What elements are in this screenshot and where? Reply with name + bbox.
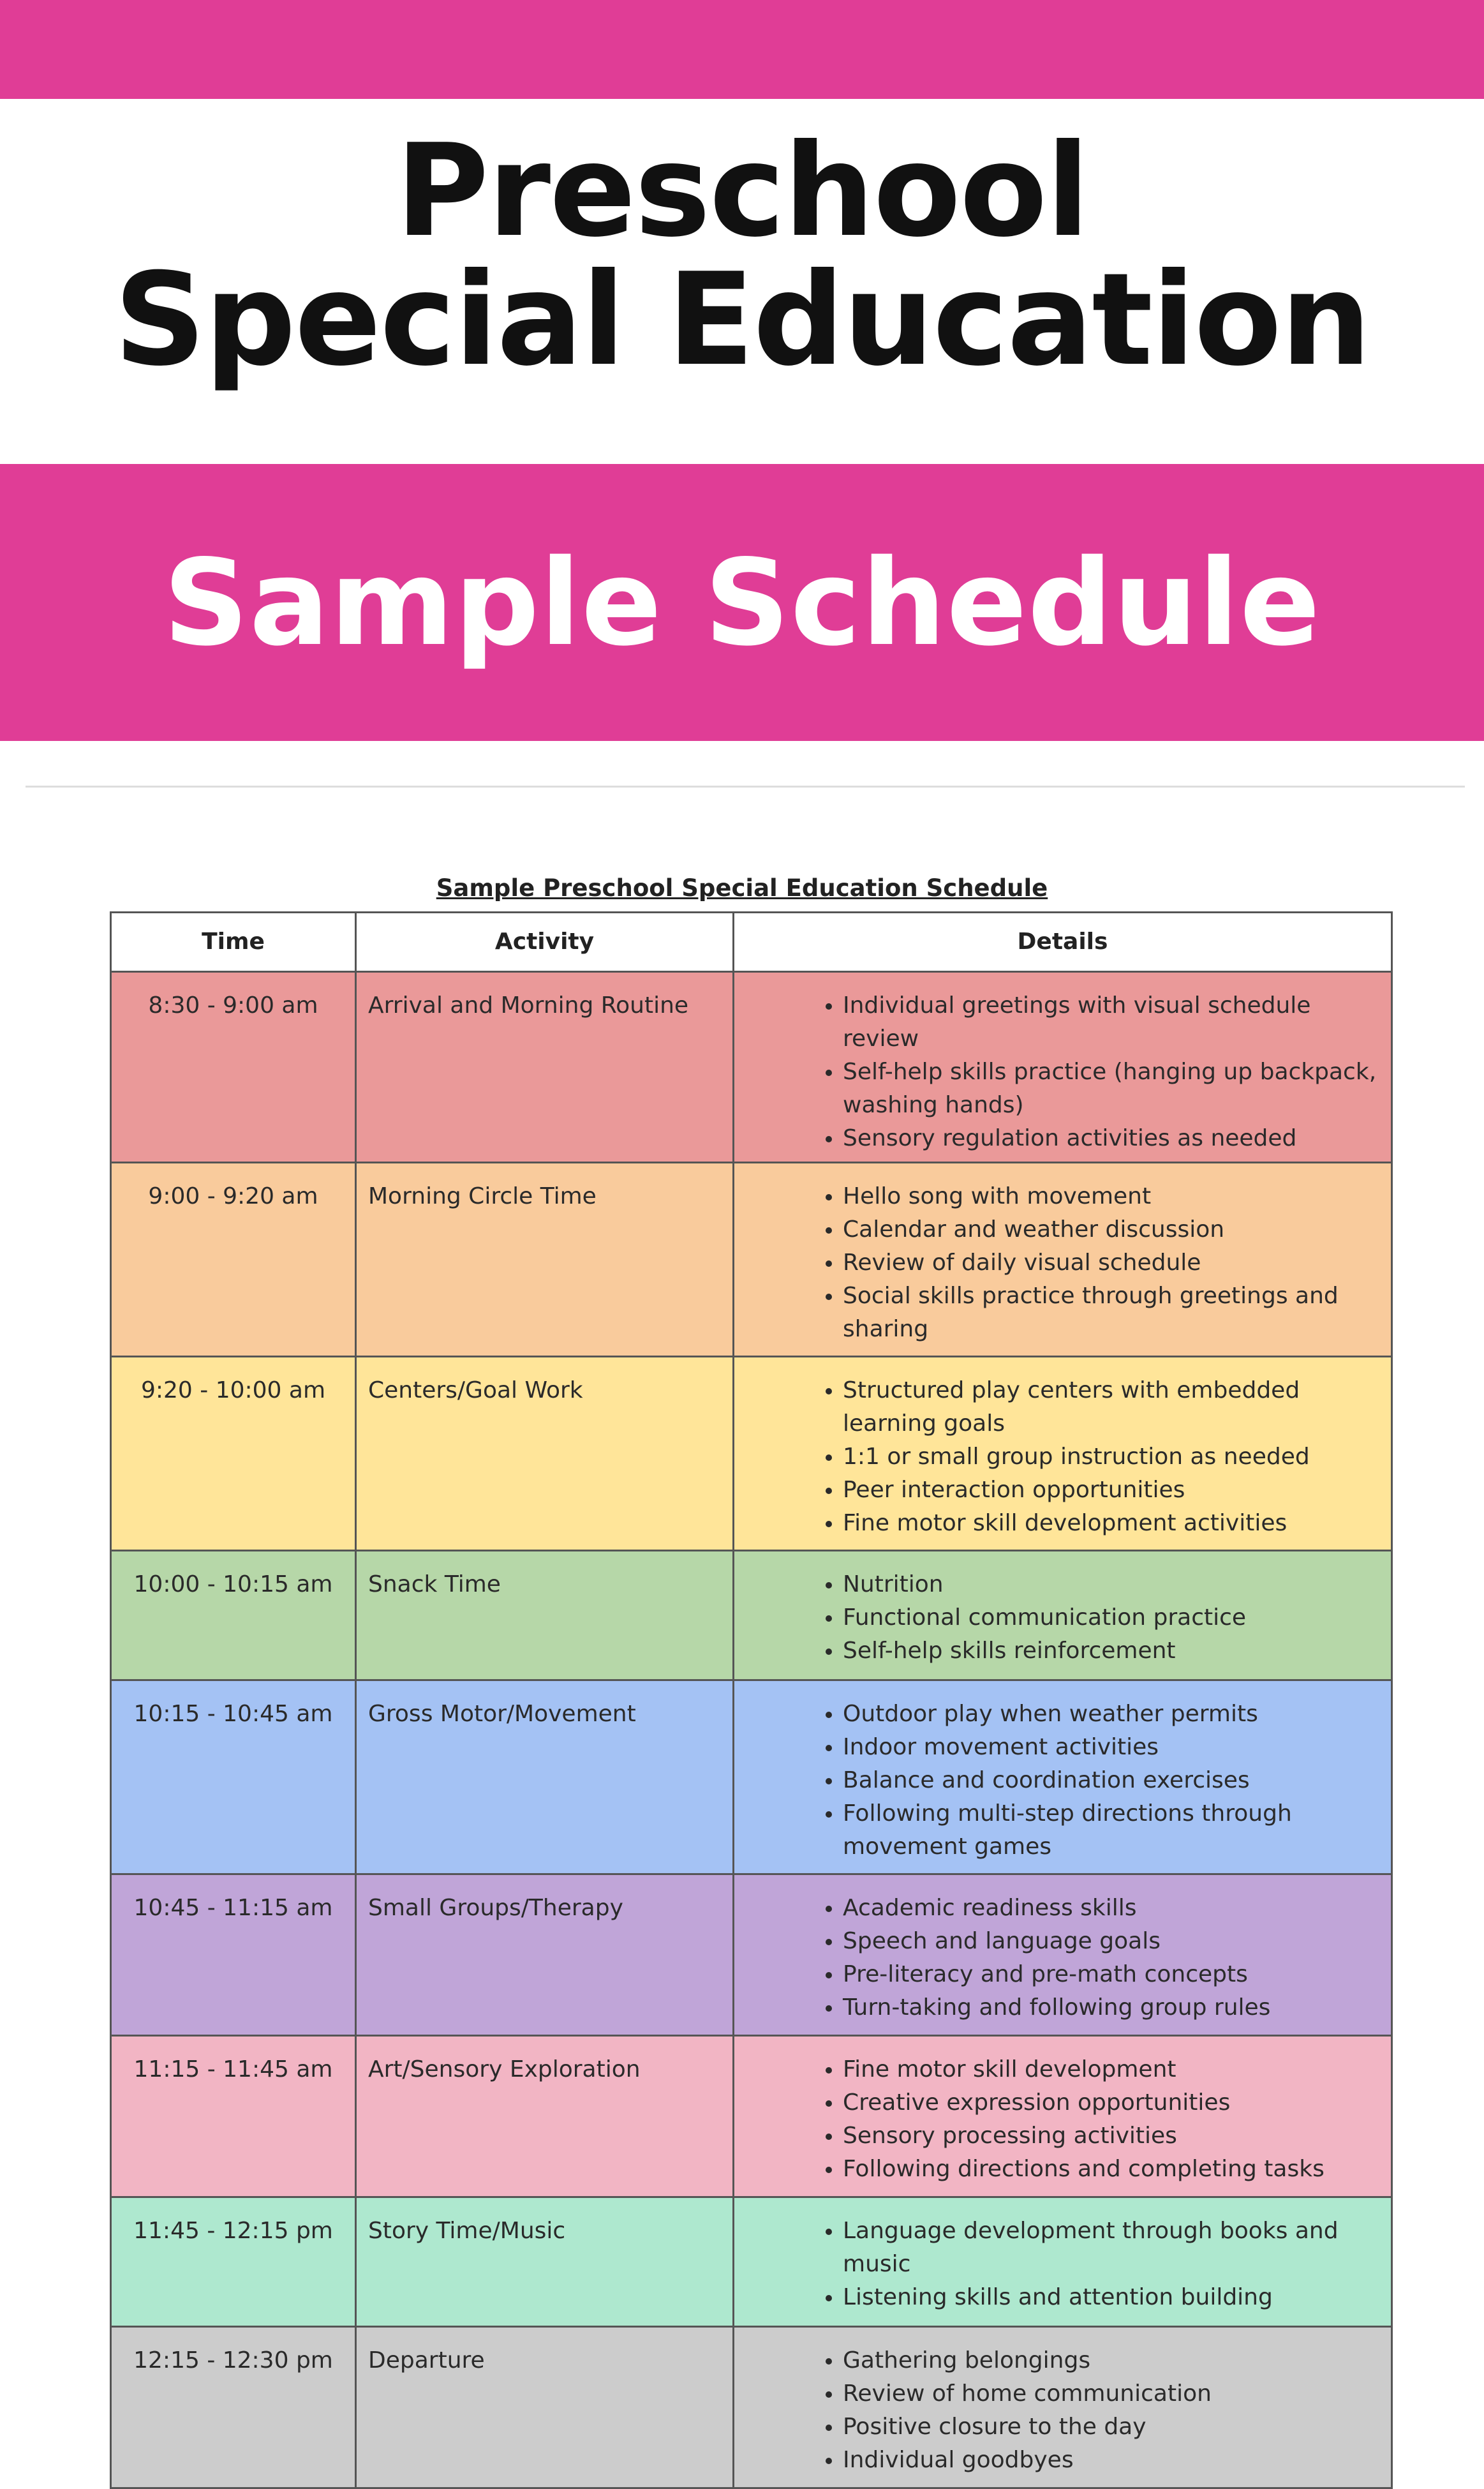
table-row bbox=[111, 1874, 1392, 2036]
details-list bbox=[747, 1892, 1378, 2024]
detail-item: • Academic readiness skills bbox=[843, 1892, 1378, 1925]
detail-item: • Social skills practice through greetings and sharing bbox=[843, 1280, 1378, 1346]
activity-cell: Centers/Goal Work bbox=[356, 1357, 734, 1551]
table-row bbox=[111, 1163, 1392, 1357]
detail-item: • Indoor movement activities bbox=[843, 1731, 1378, 1764]
detail-item: • Peer interaction opportunities bbox=[843, 1474, 1378, 1507]
table-header-row bbox=[111, 913, 1392, 972]
table-row bbox=[111, 2036, 1392, 2197]
time-cell: 9:00 - 9:20 am bbox=[111, 1163, 356, 1357]
details-cell bbox=[734, 2197, 1392, 2327]
detail-item: • Structured play centers with embedded learning goals bbox=[843, 1374, 1378, 1440]
detail-item: • Self-help skills practice (hanging up backpack, washing hands) bbox=[843, 1056, 1378, 1122]
time-cell: 11:45 - 12:15 pm bbox=[111, 2197, 356, 2327]
time-cell: 12:15 - 12:30 pm bbox=[111, 2327, 356, 2488]
time-cell: 10:15 - 10:45 am bbox=[111, 1680, 356, 1874]
detail-item: • Listening skills and attention building bbox=[843, 2281, 1378, 2314]
activity-cell: Arrival and Morning Routine bbox=[356, 972, 734, 1163]
details-cell bbox=[734, 1680, 1392, 1874]
detail-item: • 1:1 or small group instruction as needed bbox=[843, 1440, 1378, 1474]
details-list bbox=[747, 1698, 1378, 1864]
detail-item: • Review of daily visual schedule bbox=[843, 1246, 1378, 1280]
detail-item: • Fine motor skill development bbox=[843, 2053, 1378, 2086]
time-cell: 10:45 - 11:15 am bbox=[111, 1874, 356, 2036]
table-row bbox=[111, 1357, 1392, 1551]
column-header-time: Time bbox=[111, 913, 356, 972]
details-cell bbox=[734, 2327, 1392, 2488]
detail-item: • Calendar and weather discussion bbox=[843, 1213, 1378, 1246]
activity-cell: Small Groups/Therapy bbox=[356, 1874, 734, 2036]
details-cell bbox=[734, 1357, 1392, 1551]
detail-item: • Sensory processing activities bbox=[843, 2119, 1378, 2153]
column-header-activity: Activity bbox=[356, 913, 734, 972]
activity-cell: Story Time/Music bbox=[356, 2197, 734, 2327]
details-list bbox=[747, 2053, 1378, 2186]
detail-item: • Functional communication practice bbox=[843, 1601, 1378, 1634]
details-list bbox=[747, 2215, 1378, 2314]
detail-item: • Individual goodbyes bbox=[843, 2444, 1378, 2477]
time-cell: 9:20 - 10:00 am bbox=[111, 1357, 356, 1551]
schedule-table bbox=[110, 911, 1393, 2489]
activity-cell: Art/Sensory Exploration bbox=[356, 2036, 734, 2197]
details-list bbox=[747, 1180, 1378, 1346]
details-list bbox=[747, 1568, 1378, 1668]
table-row bbox=[111, 972, 1392, 1163]
time-cell: 8:30 - 9:00 am bbox=[111, 972, 356, 1163]
detail-item: • Outdoor play when weather permits bbox=[843, 1698, 1378, 1731]
detail-item: • Review of home communication bbox=[843, 2377, 1378, 2411]
details-cell bbox=[734, 1551, 1392, 1680]
schedule-body bbox=[111, 972, 1392, 2488]
detail-item: • Nutrition bbox=[843, 1568, 1378, 1601]
top-pink-band bbox=[0, 0, 1484, 99]
details-cell bbox=[734, 2036, 1392, 2197]
detail-item: • Turn-taking and following group rules bbox=[843, 1991, 1378, 2024]
detail-item: • Individual greetings with visual schedule review bbox=[843, 989, 1378, 1056]
time-cell: 10:00 - 10:15 am bbox=[111, 1551, 356, 1680]
activity-cell: Snack Time bbox=[356, 1551, 734, 1680]
time-cell: 11:15 - 11:45 am bbox=[111, 2036, 356, 2197]
detail-item: • Language development through books and music bbox=[843, 2215, 1378, 2281]
details-cell bbox=[734, 1874, 1392, 2036]
page-title bbox=[0, 117, 1484, 394]
detail-item: • Fine motor skill development activities bbox=[843, 1507, 1378, 1540]
divider bbox=[26, 786, 1465, 788]
detail-item: • Creative expression opportunities bbox=[843, 2086, 1378, 2119]
detail-item: • Speech and language goals bbox=[843, 1925, 1378, 1958]
title-line-1: Preschool bbox=[395, 117, 1089, 265]
activity-cell: Departure bbox=[356, 2327, 734, 2488]
column-header-details: Details bbox=[734, 913, 1392, 972]
detail-item: • Gathering belongings bbox=[843, 2344, 1378, 2377]
table-row bbox=[111, 2327, 1392, 2488]
document-title: Sample Preschool Special Education Schedule bbox=[436, 874, 1048, 902]
detail-item: • Hello song with movement bbox=[843, 1180, 1378, 1213]
detail-item: • Following directions and completing tasks bbox=[843, 2153, 1378, 2186]
details-list bbox=[747, 2344, 1378, 2477]
details-list bbox=[747, 989, 1378, 1155]
details-cell bbox=[734, 972, 1392, 1163]
detail-item: • Self-help skills reinforcement bbox=[843, 1634, 1378, 1668]
activity-cell: Morning Circle Time bbox=[356, 1163, 734, 1357]
activity-cell: Gross Motor/Movement bbox=[356, 1680, 734, 1874]
detail-item: • Following multi-step directions through movement games bbox=[843, 1797, 1378, 1864]
table-row bbox=[111, 2197, 1392, 2327]
detail-item: • Positive closure to the day bbox=[843, 2411, 1378, 2444]
details-list bbox=[747, 1374, 1378, 1540]
table-row bbox=[111, 1680, 1392, 1874]
detail-item: • Pre-literacy and pre-math concepts bbox=[843, 1958, 1378, 1991]
detail-item: • Sensory regulation activities as needed bbox=[843, 1122, 1378, 1155]
table-row bbox=[111, 1551, 1392, 1680]
subtitle: Sample Schedule bbox=[163, 533, 1321, 672]
details-cell bbox=[734, 1163, 1392, 1357]
title-line-2: Special Education bbox=[114, 246, 1370, 394]
detail-item: • Balance and coordination exercises bbox=[843, 1764, 1378, 1797]
